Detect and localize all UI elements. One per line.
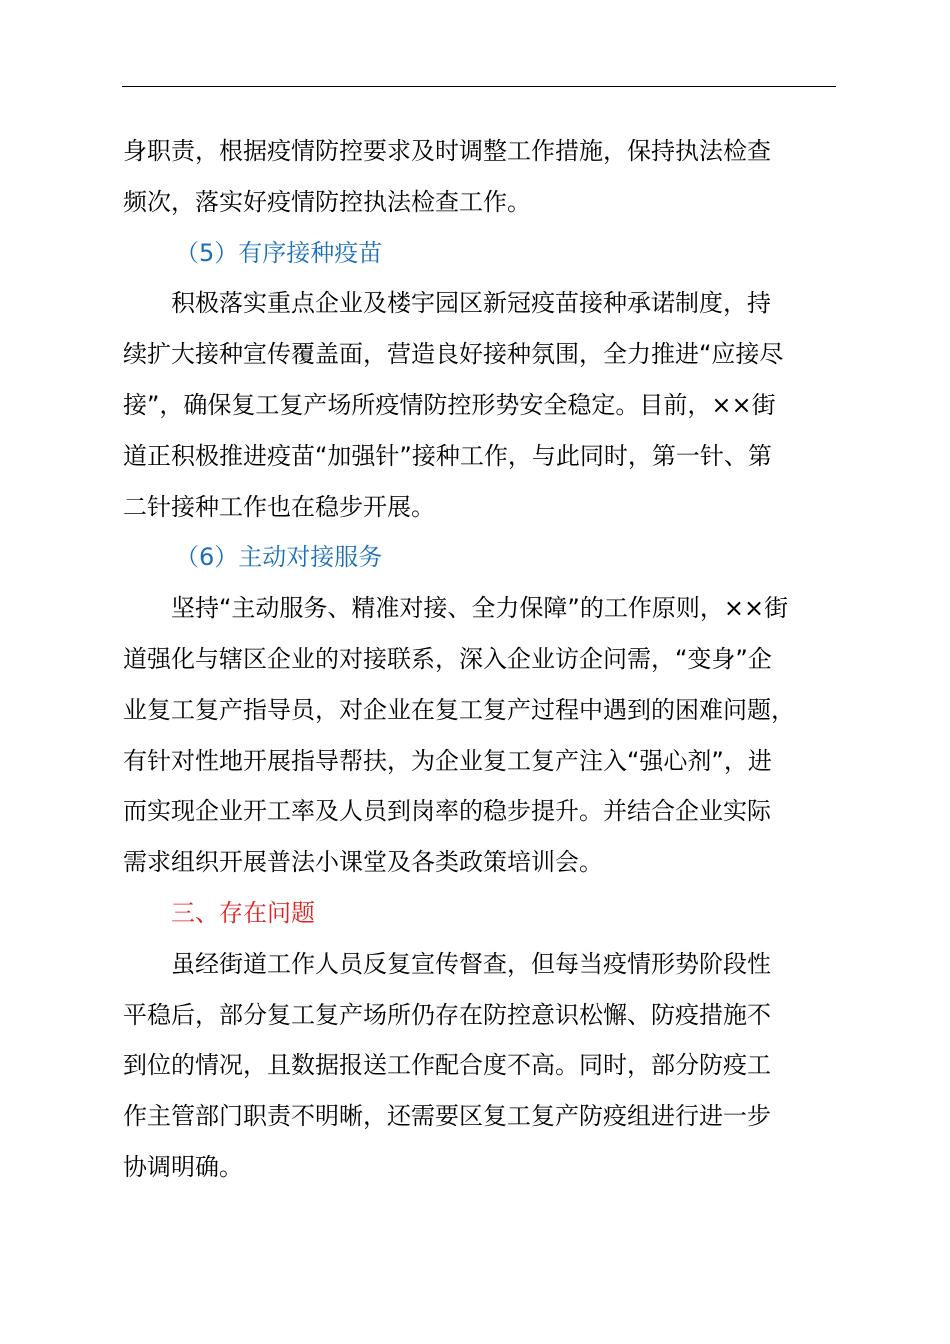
paragraph-line: 身职责，根据疫情防控要求及时调整工作措施，保持执法检查 — [123, 137, 771, 165]
paragraph-line: 作主管部门职责不明晰，还需要区复工复产防疫组进行进一步 — [123, 1102, 771, 1131]
paragraph-line: 而实现企业开工率及人员到岗率的稳步提升。并结合企业实际 — [123, 797, 771, 826]
paragraph-line: 道强化与辖区企业的对接联系，深入企业访企问需，“变身”企 — [123, 644, 772, 673]
header-rule — [122, 86, 836, 87]
paragraph-line: 续扩大接种宣传覆盖面，营造良好接种氛围，全力推进“应接尽 — [123, 340, 784, 369]
paragraph-line: 协调明确。 — [123, 1152, 243, 1181]
section-5-paragraph — [123, 278, 843, 532]
intro-paragraph — [123, 126, 843, 228]
paragraph-line: 到位的情况，且数据报送工作配合度不高。同时，部分防疫工 — [123, 1051, 771, 1080]
paragraph-line: 坚持“主动服务、精准对接、全力保障”的工作原则，××街 — [171, 594, 789, 623]
paragraph-line: 需求组织开展普法小课堂及各类政策培训会。 — [123, 848, 603, 877]
paragraph-line: 接”，确保复工复产场所疫情防控形势安全稳定。目前，××街 — [123, 390, 776, 419]
section-3-heading: 三、存在问题 — [171, 898, 315, 927]
paragraph-line: 业复工复产指导员，对企业在复工复产过程中遇到的困难问题， — [123, 695, 795, 724]
paragraph-line: 二针接种工作也在稳步开展。 — [123, 492, 435, 521]
section-3-paragraph — [123, 939, 843, 1193]
paragraph-line: 有针对性地开展指导帮扶，为企业复工复产注入“强心剂”，进 — [123, 746, 772, 775]
paragraph-line: 频次，落实好疫情防控执法检查工作。 — [123, 187, 531, 216]
section-6-heading: （6）主动对接服务 — [175, 543, 383, 572]
paragraph-line: 平稳后，部分复工复产场所仍存在防控意识松懈、防疫措施不 — [123, 1000, 771, 1029]
section-5-heading: （5）有序接种疫苗 — [175, 238, 383, 267]
paragraph-line: 积极落实重点企业及楼宇园区新冠疫苗接种承诺制度，持 — [171, 289, 771, 318]
paragraph-line: 虽经街道工作人员反复宣传督查，但每当疫情形势阶段性 — [171, 949, 771, 978]
document-body — [123, 126, 843, 1193]
paragraph-line: 道正积极推进疫苗“加强针”接种工作，与此同时，第一针、第 — [123, 441, 772, 470]
section-6-paragraph — [123, 583, 843, 888]
